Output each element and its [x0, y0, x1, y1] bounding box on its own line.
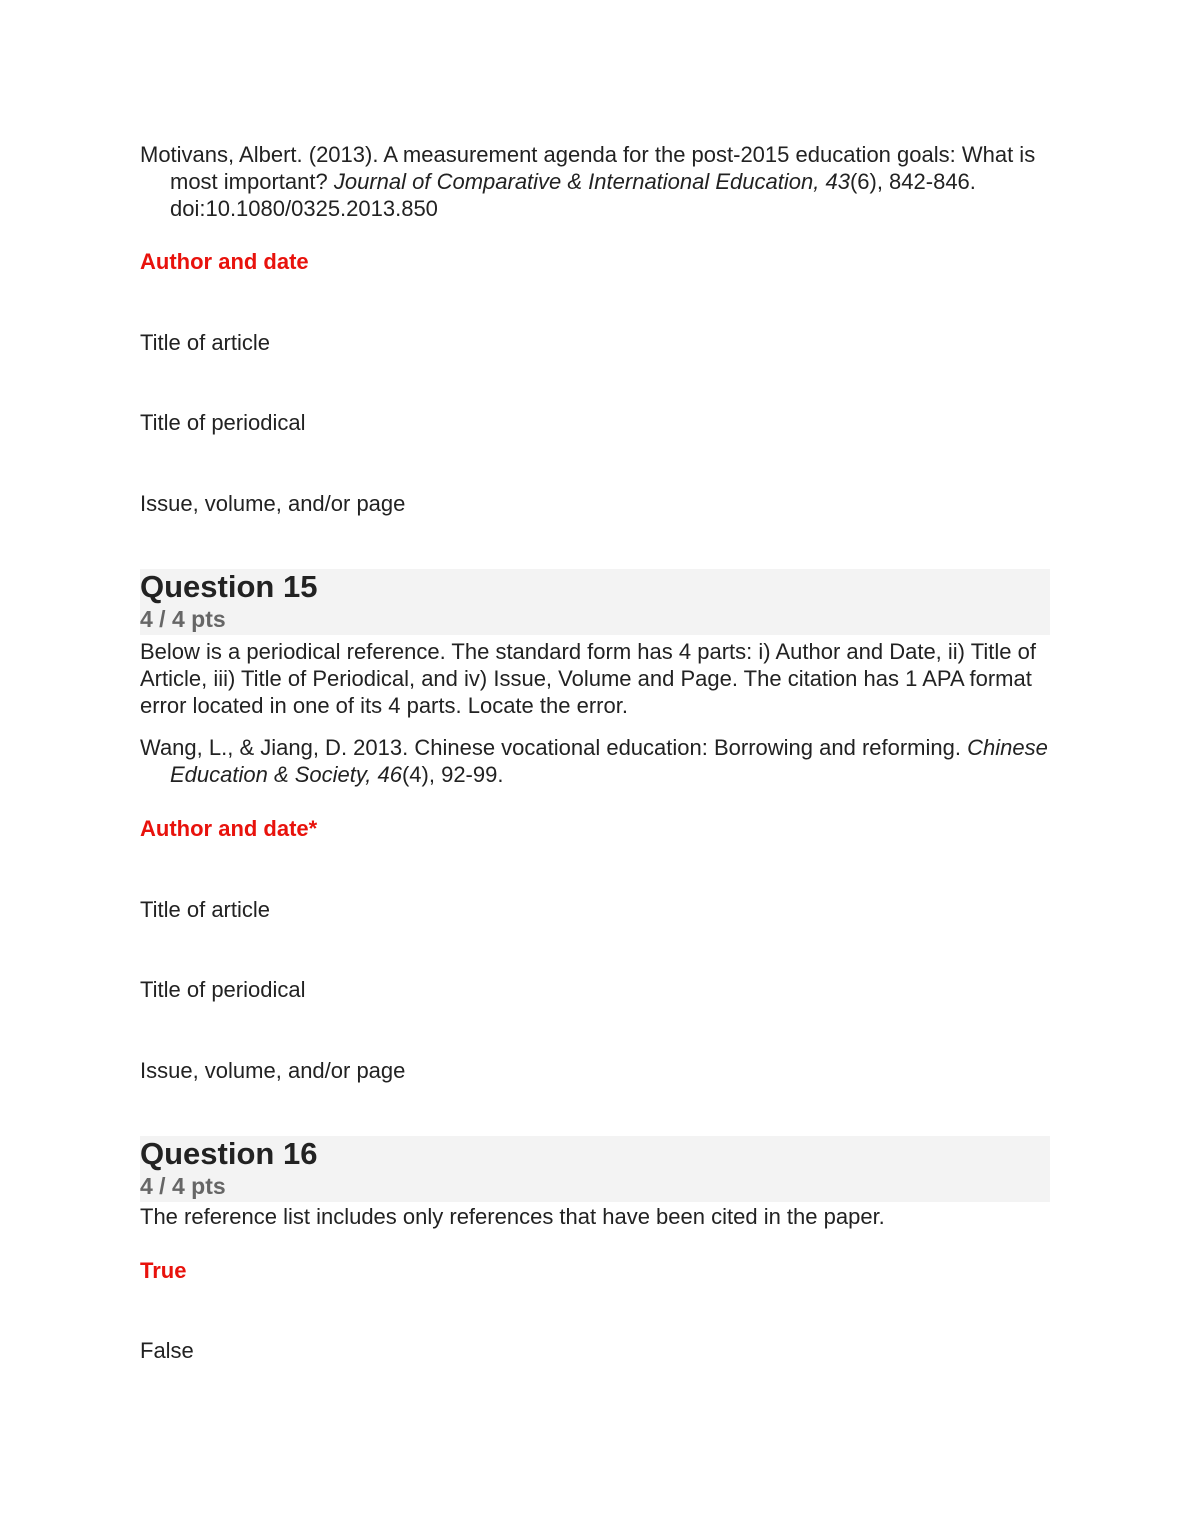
q15-option-title-periodical[interactable]: Title of periodical — [140, 977, 306, 1002]
q15-citation-part1: Wang, L., & Jiang, D. 2013. Chinese vocational education: Borrowing and reforming. — [140, 735, 968, 760]
q15-title: Question 15 — [140, 569, 318, 604]
q15-citation — [140, 734, 1070, 788]
q15-option-title-article[interactable]: Title of article — [140, 897, 271, 922]
q16-points: 4 / 4 pts — [140, 1173, 226, 1199]
q14-option-issue-volume-page[interactable]: Issue, volume, and/or page — [140, 491, 406, 516]
q15-option-issue-volume-page[interactable]: Issue, volume, and/or page — [140, 1058, 406, 1083]
q15-header — [140, 569, 1050, 635]
q16-option-false[interactable]: False — [140, 1338, 194, 1363]
q16-option-true[interactable]: True — [140, 1258, 187, 1283]
q14-citation-part1: Motivans, Albert. (2013). A measurement agenda for the post-2015 education goals: What is most important? — [140, 142, 1036, 194]
q14-citation-journal: Journal of Comparative & International Education, 43 — [333, 169, 850, 194]
q14-citation-part2: (6), 842-846. doi:10.1080/0325.2013.850 — [170, 169, 976, 221]
q14-option-title-article[interactable]: Title of article — [140, 330, 271, 355]
q15-points: 4 / 4 pts — [140, 606, 226, 632]
q14-option-author-date[interactable]: Author and date — [140, 249, 309, 274]
q14-citation — [140, 141, 1070, 222]
q15-citation-journal: Chinese Education & Society, 46 — [170, 735, 1048, 787]
q15-prompt: Below is a periodical reference. The standard form has 4 parts: i) Author and Date, ii) Title of Article, iii) Title of Periodical, and iv) Issue, Volume and Page. The citation has 1 APA format error located in one of its 4 parts. Locate the error. — [140, 639, 1036, 718]
q16-prompt: The reference list includes only references that have been cited in the paper. — [140, 1204, 885, 1229]
q14-option-title-periodical[interactable]: Title of periodical — [140, 410, 306, 435]
q16-header — [140, 1136, 1050, 1202]
q16-title: Question 16 — [140, 1136, 318, 1171]
q15-citation-part2: (4), 92-99. — [401, 762, 504, 787]
q15-option-author-date[interactable]: Author and date* — [140, 816, 318, 841]
